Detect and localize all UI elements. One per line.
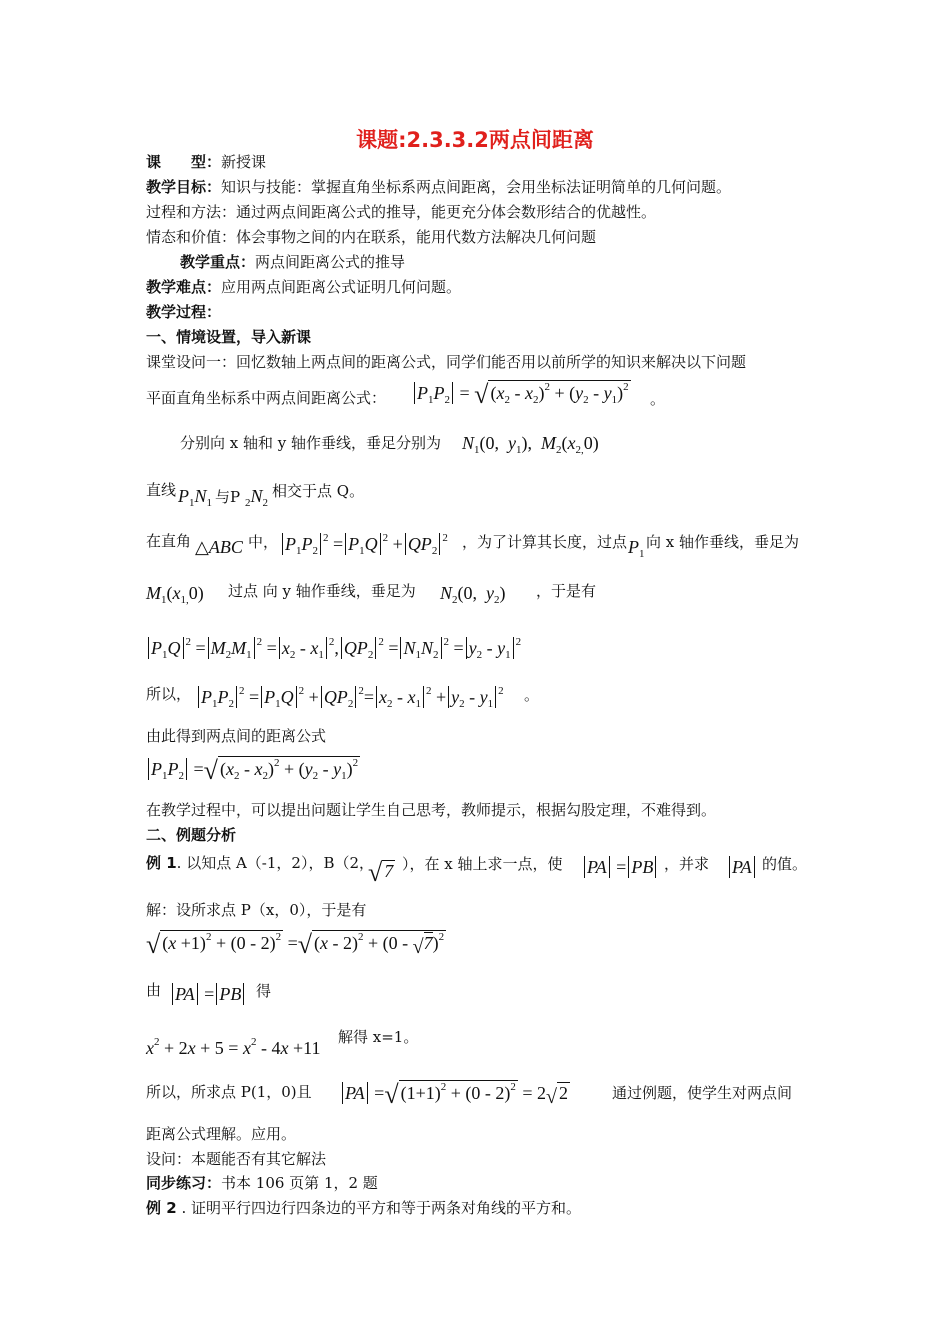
equation-sqrt: √ $(x +1)^2 + (0 - 2)^2$ =√ (x - 2)$^2$ + (0 - √7)$^2$ bbox=[146, 930, 445, 959]
line-p2n2: $_2N_2$ bbox=[245, 486, 269, 509]
process-method-line: 过程和方法：通过两点间距离公式的推导，能更充分体会数形结合的优越性。 bbox=[146, 203, 657, 221]
period-1: 。 bbox=[650, 390, 666, 408]
rt-text-c: ，为了计算其长度，过点 bbox=[462, 533, 628, 551]
pythagoras-formula: $P_1P_2^2 = P_1Q$ $^2 + QP_2^2$ bbox=[280, 532, 448, 557]
question1: 课堂设问一：回忆数轴上两点间的距离公式，同学们能否用以前所学的知识来解决以下问题 bbox=[146, 353, 747, 371]
distance-formula: $P_1P_2$ = √ $(x_2 - x_2)^2 + (y_2 - y_1)^2$ bbox=[412, 380, 631, 410]
pa-eq-pb: PA = PB bbox=[582, 856, 658, 878]
solution-line: 解：设所求点 P（x，0），于是有 bbox=[146, 901, 367, 919]
perp-text: 分别向 x 轴和 y 轴作垂线，垂足分别为 bbox=[180, 434, 442, 452]
n2-formula: $N_2(0$, $y_2$) bbox=[440, 583, 506, 606]
sync-practice: 同步练习：书本 106 页第 1，2 题 bbox=[146, 1174, 378, 1192]
derive-text: 由此得到两点间的距离公式 bbox=[146, 727, 327, 745]
through-text: 通过例题，使学生对两点间 bbox=[612, 1084, 793, 1102]
teach-note: 在教学过程中，可以提出问题让学生自己思考，教师提示，根据勾股定理，不难得到。 bbox=[146, 801, 717, 819]
line-text-b: 与P bbox=[215, 488, 241, 506]
line-text-a: 直线 bbox=[146, 481, 177, 499]
emotion-line: 情态和价值：体会事物之间的内在联系，能用代数方法解决几何问题 bbox=[146, 228, 597, 246]
sqrt7: √ 7 bbox=[368, 858, 394, 887]
example1-text-b: ），在 x 轴上求一点，使 bbox=[402, 855, 563, 873]
m1-text-b: ，于是有 bbox=[536, 582, 597, 600]
distance-formula-final: $P_1P_2$ =√ $(x_2 - x_2)^2 + (y_2 - y_1)^2$ bbox=[146, 756, 360, 786]
quadratic-equation: $x^2 + 2x + 5 = x^2 - 4x +11$ bbox=[146, 1036, 321, 1058]
example2-line: 例 2 . 证明平行四边行四条边的平方和等于两条对角线的平方和。 bbox=[146, 1199, 581, 1217]
section2-heading: 二、例题分析 bbox=[146, 826, 237, 844]
pa-eq-pb-2: PA = PB bbox=[170, 983, 246, 1005]
solve-text: 解得 x=1。 bbox=[338, 1028, 419, 1046]
m1-text-a: 过点 向 y 轴作垂线，垂足为 bbox=[228, 582, 416, 600]
by-text: 由 bbox=[146, 981, 162, 999]
point-p1: $P_1$ bbox=[628, 537, 645, 560]
line-text-c: 相交于点 Q。 bbox=[272, 482, 365, 500]
question2: 设问：本题能否有其它解法 bbox=[146, 1150, 327, 1168]
so-text: 所以， bbox=[146, 685, 192, 703]
section1-heading: 一、情境设置，导入新课 bbox=[146, 328, 312, 346]
line-p1n1: $P_1N_1$ bbox=[178, 486, 213, 509]
pa-abs: PA bbox=[727, 856, 757, 878]
example1-text-c: ，并求 bbox=[664, 855, 710, 873]
get-text: 得 bbox=[256, 982, 272, 1000]
rt-text-b: 中， bbox=[248, 533, 279, 551]
rt-text-d: 向 x 轴作垂线，垂足为 bbox=[646, 533, 799, 551]
example1-text-d: 的值。 bbox=[762, 855, 808, 873]
process-heading: 教学过程： bbox=[146, 303, 222, 321]
page-title: 课题:2.3.3.2两点间距离 bbox=[356, 128, 594, 152]
lesson-type-line: 课 型：新授课 bbox=[146, 153, 267, 171]
understand-text: 距离公式理解。应用。 bbox=[146, 1125, 297, 1143]
difficulty-line: 教学难点：应用两点间距离公式证明几何问题。 bbox=[146, 278, 462, 296]
formula-intro: 平面直角坐标系中两点间距离公式： bbox=[146, 389, 387, 407]
triangle-abc: △ABC bbox=[195, 537, 243, 557]
m1-formula: $M_1(x_{1,}0)$ bbox=[146, 583, 204, 606]
example1-line: 例 1. 以知点 A（-1，2），B（2， bbox=[146, 854, 375, 872]
period-2: 。 bbox=[524, 686, 540, 704]
foot-points-formula: $N_1(0$, $y_1$), $M_2(x_{2,}0)$ bbox=[462, 433, 599, 456]
so-formula: $P_1P_2^2 = P_1Q$ $^2 + QP_2^2= x_2 - x_1^2 + y_2 - y_1^2$ bbox=[196, 685, 504, 710]
rt-text-a: 在直角 bbox=[146, 532, 192, 550]
goal-line: 教学目标：知识与技能：掌握直角坐标系两点间距离，会用坐标法证明简单的几何问题。 bbox=[146, 178, 732, 196]
pa-value-formula: PA =√ $(1+1)^2 + (0 - 2)^2 = 2√$ 2 bbox=[340, 1080, 570, 1110]
key-point-line: 教学重点：两点间距离公式的推导 bbox=[180, 253, 406, 271]
so2-text: 所以，所求点 P(1，0)且 bbox=[146, 1083, 312, 1101]
segment-lengths-formula: $P_1Q$ $^2 = M_2M_1^2 = x_2 - x_1^2$, $QP_2^2 = N_1N_2^2 = y_2 - y_1^2$ bbox=[146, 636, 521, 661]
